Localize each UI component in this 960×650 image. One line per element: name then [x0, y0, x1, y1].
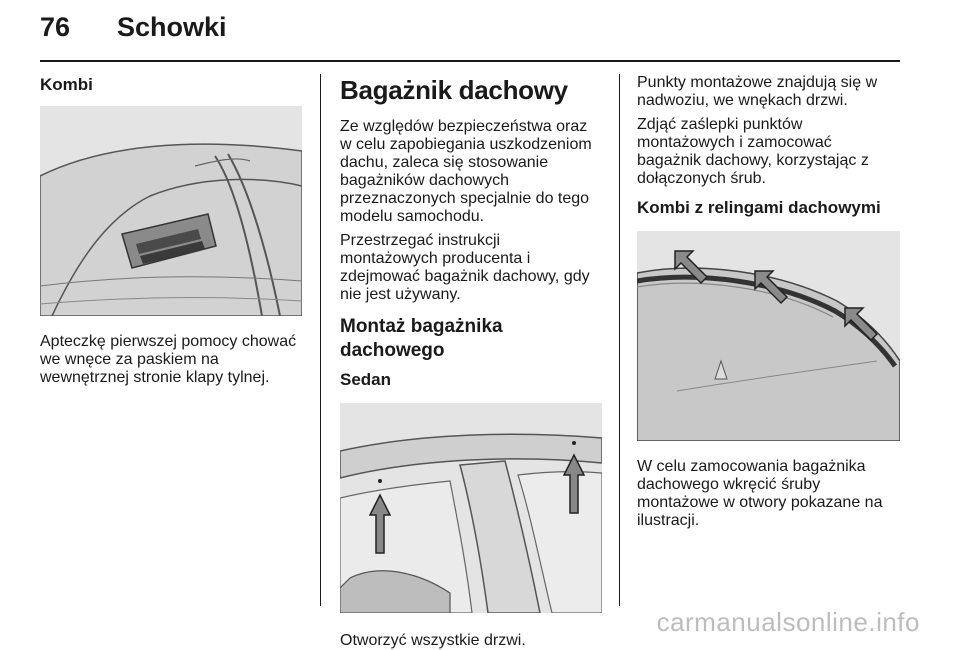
- illustration-sedan-mounting-points: [340, 403, 602, 613]
- illustration-kombi-rail-points: [637, 231, 900, 441]
- paragraph-mounting-points: Punkty montażowe znajdują się w nadwoziu, we wnękach drzwi.: [637, 74, 878, 109]
- paragraph-safety: Ze względów bezpieczeństwa oraz w celu zapobiegania uszkodzeniom dachu, zaleca się stosowanie bagażników dachowych przeznaczonych specjalnie do tego modelu samochodu.: [340, 118, 592, 225]
- caption-screw-bolts: W celu zamocowania bagażnika dachowego wkręcić śruby montażowe w otwory pokazane na ilustracji.: [637, 458, 883, 529]
- subheading-sedan: Sedan: [340, 370, 392, 389]
- page-number: 76: [40, 12, 71, 42]
- column-divider-2: [619, 74, 620, 606]
- paragraph-instructions: Przestrzegać instrukcji montażowych producenta i zdejmować bagażnik dachowy, gdy nie jest używany.: [340, 232, 590, 303]
- column-divider-1: [320, 74, 321, 606]
- watermark: carmanualsonline.info: [656, 607, 920, 637]
- column-2: [340, 74, 602, 650]
- chapter-title: Schowki: [117, 12, 227, 42]
- subheading-kombi-rails: Kombi z relingami dachowymi: [637, 198, 881, 217]
- section-heading-kombi: Kombi: [40, 75, 93, 94]
- column-1: [40, 74, 302, 387]
- header-rule: [40, 60, 900, 62]
- caption-open-doors: Otworzyć wszystkie drzwi.: [340, 632, 526, 649]
- column-3: [637, 74, 900, 530]
- subheading-mounting: Montaż bagażnika dachowego: [340, 316, 503, 361]
- illustration-tailgate-first-aid: [40, 106, 302, 316]
- paragraph-remove-covers: Zdjąć zaślepki punktów montażowych i zamocować bagażnik dachowy, korzystając z dołączonych śrub.: [637, 116, 869, 187]
- caption-first-aid-kit: Apteczkę pierwszej pomocy chować we wnęce za paskiem na wewnętrznej stronie klapy tylnej.: [40, 333, 297, 386]
- section-heading-roof-rack: Bagażnik dachowy: [340, 75, 568, 105]
